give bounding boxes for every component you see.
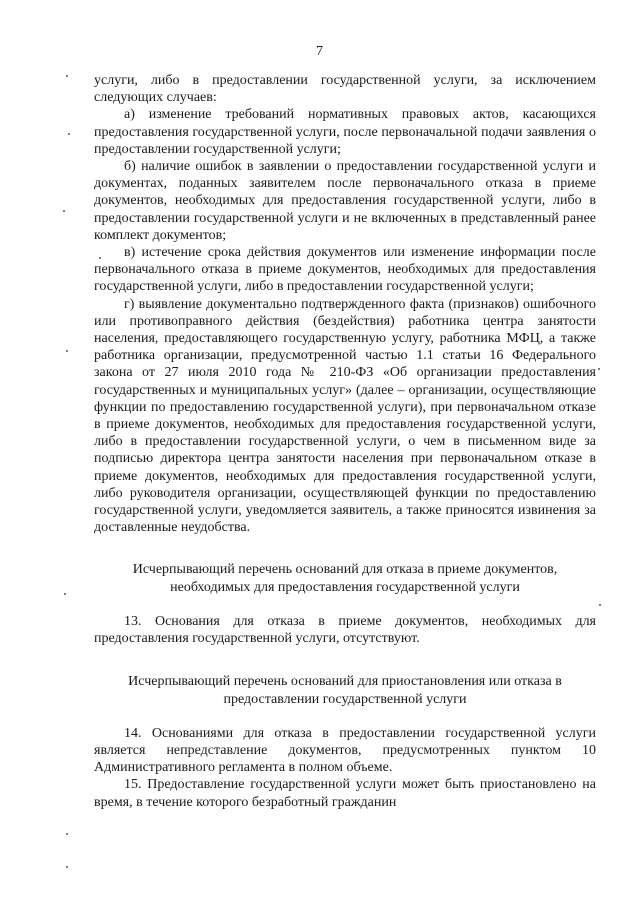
scan-speck (66, 833, 68, 835)
paragraph-continuation: услуги, либо в предоставлении государственной услуги, за исключением следующих случаев: (94, 73, 596, 106)
scan-speck (66, 350, 68, 352)
document-body (94, 72, 596, 811)
scan-speck (66, 866, 68, 868)
page-number: 7 (316, 44, 323, 59)
scan-speck (598, 368, 600, 370)
paragraph-13: 13. Основания для отказа в приеме документов, необходимых для предоставления государственной услуги, отсутствуют. (94, 613, 596, 647)
scan-speck (99, 257, 101, 259)
scan-speck (63, 210, 65, 212)
paragraph-item-b: б) наличие ошибок в заявлении о предоставлении государственной услуги и документах, поданных заявителем после первоначального отказа в приеме документов, необходимых для предоставления государственной услуги, либо в предоставлении государственной услуги и не включенных в представленный ранее комплект документов; (94, 159, 596, 243)
scan-speck (64, 593, 66, 595)
paragraph-item-a: а) изменение требований нормативных правовых актов, касающихся предоставления государственной услуги, после первоначальной подачи заявления о предоставлении государственной услуги; (94, 107, 596, 157)
paragraph-item-g: г) выявление документально подтвержденного факта (признаков) ошибочного или противоправного действия (бездействия) работника центра занятости населения, предоставляющего государственную услугу, работника МФЦ, а также работника организации, предусмотренной частью 1.1 статьи 16 Федерального закона от 27 июля 2010 года № 210-ФЗ «Об организации предоставления государственных и муниципальных услуг» (далее – организации, осуществляющие функции по предоставлению государственной услуги), при первоначальном отказе в приеме документов, необходимых для предоставления государственной услуги, либо в предоставлении государственной услуги, о чем в письменном виде за подписью директора центра занятости населения при первоначальном отказе в приеме документов, необходимых для предоставления государственной услуги, либо руководителя организации, осуществляющей функции по предоставлению государственной услуги, уведомляется заявитель, а также приносятся извинения за доставленные неудобства. (94, 296, 596, 536)
scan-speck (68, 133, 70, 135)
paragraph-item-v: в) истечение срока действия документов или изменение информации после первоначального отказа в приеме документов, необходимых для предоставления государственной услуги, либо в предоставлении государственной услуги; (94, 245, 596, 295)
section-heading-suspension-refusal: Исчерпывающий перечень оснований для приостановления или отказа в предоставлении государственной услуги (128, 674, 562, 707)
section-heading-refusal-acceptance: Исчерпывающий перечень оснований для отказа в приеме документов, необходимых для предоставления государственной услуги (132, 562, 558, 595)
scan-speck (599, 604, 601, 606)
paragraph-14: 14. Основаниями для отказа в предоставлении государственной услуги является непредставление документов, предусмотренных пунктом 10 Административного регламента в полном объеме. (94, 725, 596, 776)
paragraph-15: 15. Предоставление государственной услуги может быть приостановлено на время, в течение которого безработный гражданин (94, 777, 596, 810)
scan-speck (66, 75, 68, 77)
